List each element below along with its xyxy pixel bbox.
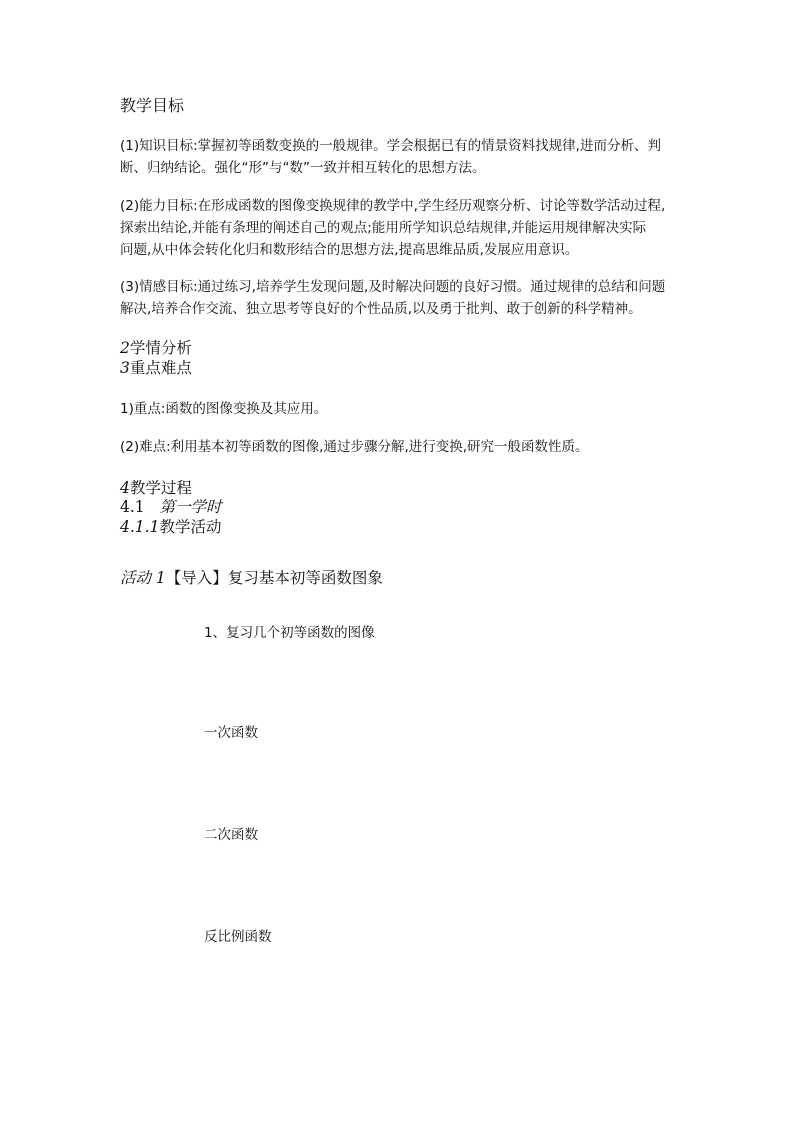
function-linear: 一次函数 (204, 725, 258, 741)
objective-emotion (120, 276, 680, 320)
objective-ability (120, 195, 680, 261)
difficulty-text: (2)难点:利用基本初等函数的图像,通过步骤分解,进行变换,研究一般函数性质。 (120, 439, 589, 455)
subsection-label: 第一学时 (159, 498, 222, 516)
activity-prefix: 活动 1 (120, 569, 166, 587)
section-number: 4 (120, 479, 130, 497)
activity-bracket: 【导入】 (165, 569, 228, 587)
section-heading-4 (120, 478, 680, 499)
paragraph-line: (1)知识目标:掌握初等函数变换的一般规律。学会根据已有的情景资料找规律,进而分析、判 (120, 138, 661, 154)
section-number: 2 (120, 339, 130, 357)
section-label: 学情分析 (129, 339, 192, 357)
section-heading-3 (120, 358, 680, 379)
subsection-label: 教学活动 (159, 518, 222, 536)
section-heading-2 (120, 338, 680, 359)
section-label: 重点难点 (129, 359, 192, 377)
paragraph-line: 探索出结论,并能有条理的阐述自己的观点;能用所学知识总结规律,并能运用规律解决实际 (120, 220, 647, 236)
paragraph-line: 问题,从中体会转化化归和数形结合的思想方法,提高思维品质,发展应用意识。 (120, 242, 579, 258)
page-title: 教学目标 (120, 96, 185, 115)
subsection-heading-4-1 (120, 497, 680, 518)
subsection-number: 4.1.1 (120, 518, 160, 536)
activity-heading (120, 568, 680, 588)
paragraph-line: 断、归纳结论。强化“形”与“数”一致并相互转化的思想方法。 (120, 160, 486, 176)
key-point-text: 1)重点:函数的图像变换及其应用。 (120, 401, 328, 417)
function-quadratic: 二次函数 (204, 827, 258, 843)
section-label: 教学过程 (129, 479, 192, 497)
subsection-heading-4-1-1 (120, 517, 680, 538)
activity-label: 复习基本初等函数图象 (227, 569, 383, 587)
paragraph-line: (2)能力目标:在形成函数的图像变换规律的教学中,学生经历观察分析、讨论等数学活动过程, (120, 198, 666, 214)
section-number: 3 (120, 359, 130, 377)
review-title: 1、复习几个初等函数的图像 (204, 625, 375, 641)
function-inverse-proportion: 反比例函数 (204, 929, 272, 945)
paragraph-line: 解决,培养合作交流、独立思考等良好的个性品质,以及勇于批判、敢于创新的科学精神。 (120, 301, 642, 317)
subsection-number: 4.1 (120, 498, 145, 516)
objective-knowledge (120, 135, 680, 179)
paragraph-line: (3)情感目标:通过练习,培养学生发现问题,及时解决问题的良好习惯。通过规律的总结和问题 (120, 279, 666, 295)
